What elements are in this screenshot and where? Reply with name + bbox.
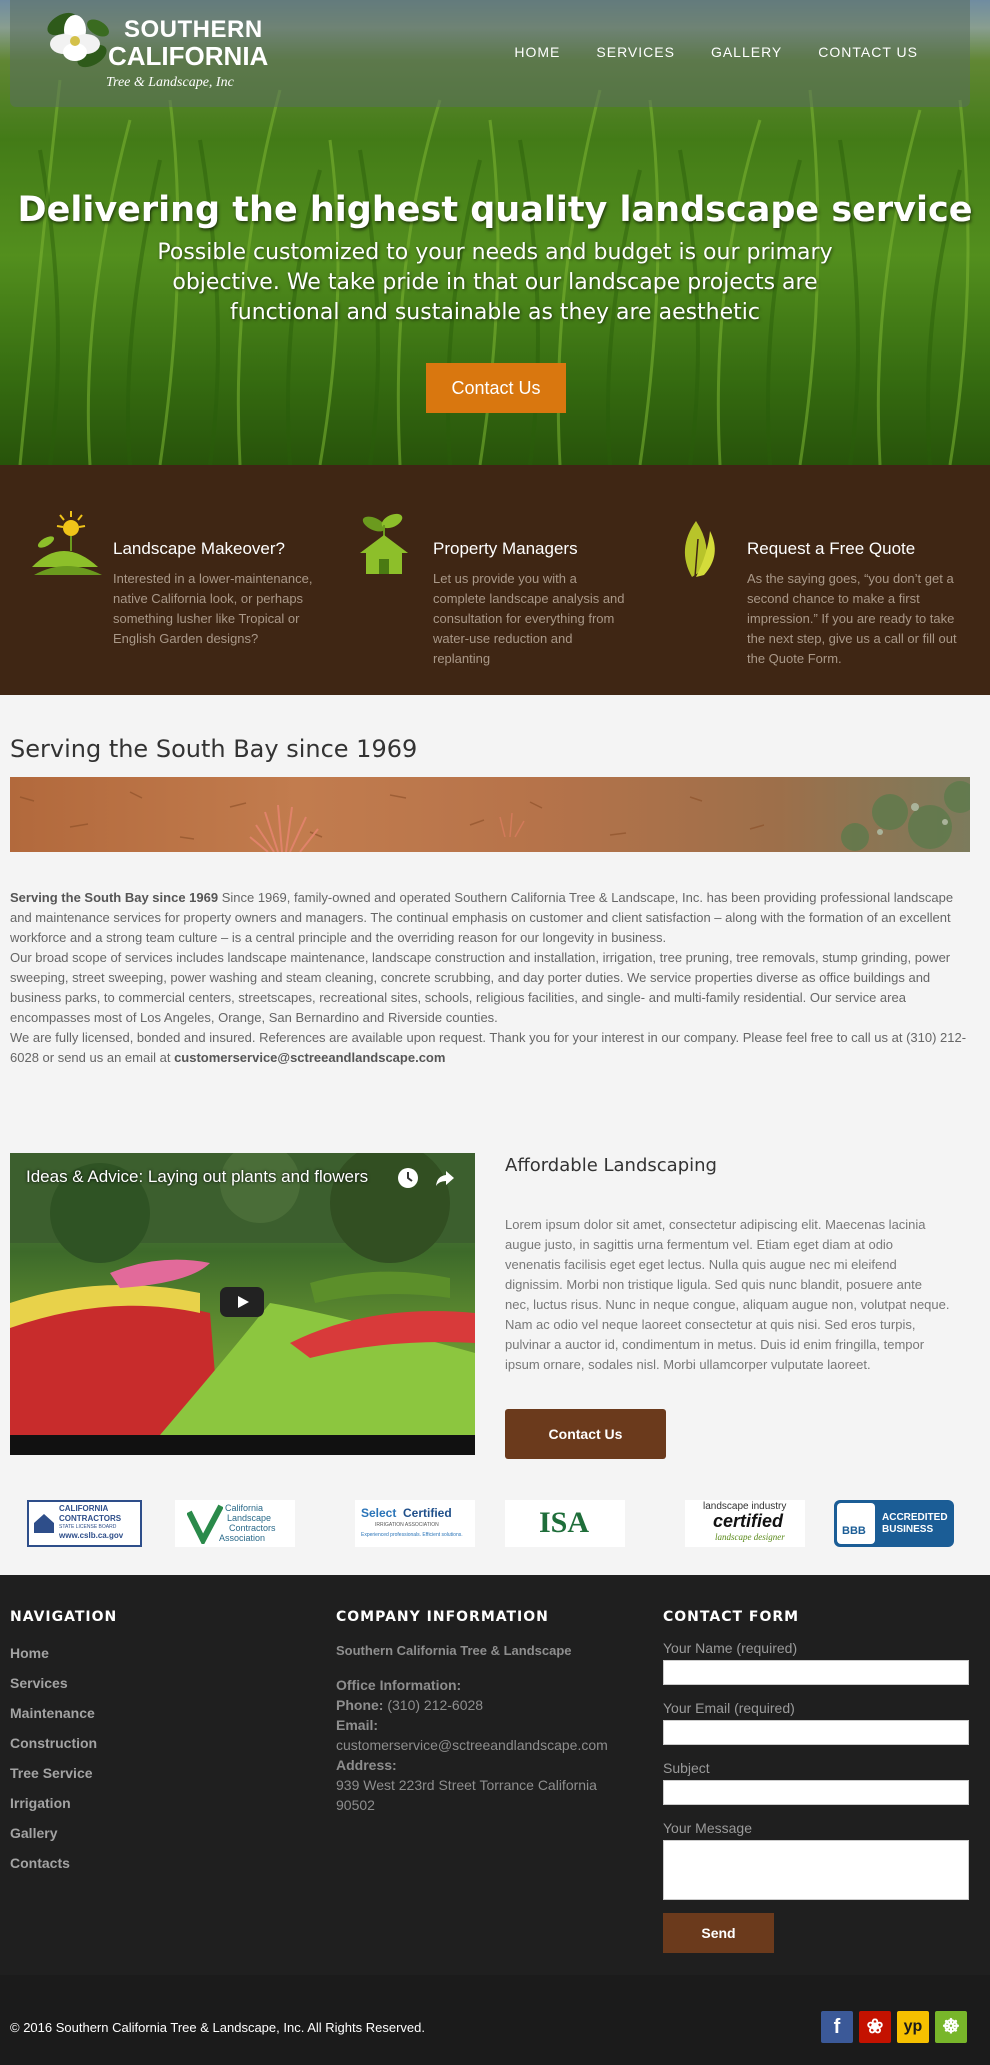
play-button[interactable] [220,1287,264,1317]
company-name: Southern California Tree & Landscape [336,1643,572,1658]
sun-hill-icon [28,509,108,579]
office-label: Office Information: [336,1677,462,1693]
features-section [0,465,990,695]
cslb-logo[interactable] [27,1500,142,1547]
footer-nav-item [10,1765,97,1795]
footer-nav-item [10,1795,97,1825]
email-field[interactable] [663,1720,969,1745]
logo-text-california: CALIFORNIA [108,41,269,71]
message-field[interactable] [663,1840,969,1900]
bbb-badge [837,1503,875,1544]
about-text [10,888,970,1068]
logo-text-southern: SOUTHERN [124,16,263,43]
footer-link-gallery[interactable]: Gallery [10,1825,58,1841]
select-certified-text-3: IRRIGATION ASSOCIATION [375,1522,439,1528]
hero-title: Delivering the highest quality landscape service [17,190,973,230]
footer-link-construction[interactable]: Construction [10,1735,98,1751]
footer-nav-item [10,1855,97,1885]
about-paragraph-1 [10,888,970,948]
address-label: Address: [336,1757,397,1773]
about-email-link[interactable]: customerservice@sctreeandlandscape.com [174,1050,446,1065]
contact-form [663,1640,969,1953]
lic-text-3: landscape designer [715,1532,785,1542]
about-p3-text: We are fully licensed, bonded and insured. References are available upon request. Thank you for your interest in our company. Please feel free to call us at (310) 212-6028 or send us an email at [10,1030,967,1065]
feature-title: Property Managers [433,539,578,558]
clca-text-4: Association [219,1533,266,1543]
clca-logo[interactable] [175,1500,295,1547]
footer-nav-item [10,1645,97,1675]
logo-tagline: Tree & Landscape, Inc [106,75,234,90]
message-label: Your Message [663,1820,752,1836]
about-lead: Serving the South Bay since 1969 [10,890,219,905]
bbb-text-2: BUSINESS [882,1524,934,1535]
select-certified-logo[interactable] [355,1500,475,1547]
video-player[interactable] [10,1153,475,1455]
feature-text: Interested in a lower-maintenance, native California look, or perhaps something lusher like Tropical or English Garden designs? [113,571,313,646]
footer-link-tree-service[interactable]: Tree Service [10,1765,93,1781]
footer-nav-list [10,1645,97,1885]
yellowpages-glyph: yp [903,2018,923,2035]
feature-text: As the saying goes, “you don’t get a second chance to make a first impression.” If you are ready to take the next step, give us a call or fill out the Quote Form. [747,571,957,666]
email-label: Email: [336,1717,379,1733]
nav-contact-us[interactable]: CONTACT US [818,44,918,60]
isa-text: ISA [539,1506,590,1539]
hero-contact-button[interactable]: Contact Us [426,363,566,413]
footer-nav-item [10,1705,97,1735]
facebook-icon[interactable] [821,2011,853,2043]
clca-text-1: California [225,1503,264,1513]
magnolia-icon [40,6,110,76]
footer-link-maintenance[interactable]: Maintenance [10,1705,95,1721]
copyright-text: © 2016 Southern California Tree & Landscape, Inc. All Rights Reserved. [10,2020,425,2035]
main-nav [514,44,918,60]
cslb-text-1: CALIFORNIA [59,1504,109,1513]
footer-link-irrigation[interactable]: Irrigation [10,1795,71,1811]
facebook-glyph: f [833,2016,841,2038]
header-bar [10,0,970,107]
email-value[interactable]: customerservice@sctreeandlandscape.com [336,1737,608,1753]
yelp-glyph: ❀ [866,2016,884,2038]
lic-text-1: landscape industry [703,1501,787,1512]
clca-text-3: Contractors [229,1523,276,1533]
footer-nav-item [10,1825,97,1855]
house-icon [32,1511,56,1535]
bbb-accredited-logo[interactable] [834,1500,954,1547]
about-p1-text: Since 1969, family-owned and operated Southern California Tree & Landscape, Inc. has been providing professional landscape and maintenance services for property owners and managers. The continual emphasis on customer and client satisfaction – along with the formation of an excellent workforce and a strong team culture – is a central principle and the overriding reason for our longevity in business. [10,890,954,945]
mulch-banner-image [10,777,970,852]
chat-icon[interactable] [935,2011,967,2043]
about-paragraph-2: Our broad scope of services includes landscape maintenance, landscape construction and installation, irrigation, tree pruning, tree removals, stump grinding, power sweeping, street sweeping, power washing and steam cleaning, concrete scrubbing, and day porter duties. We service properties diverse as office buildings and business parks, to commercial centers, streetscapes, recreational sites, schools, religious facilities, and single- and multi-family residential. Our service area encompasses most of Los Angeles, Orange, San Bernardino and Riverside counties. [10,950,951,1025]
hero-subtitle: Possible customized to your needs and budget is our primary objective. We take pride in that our landscape projects are functional and sustainable as they are aesthetic [157,240,833,325]
leaf-icon [662,509,742,579]
name-label: Your Name (required) [663,1640,798,1656]
subject-label: Subject [663,1760,710,1776]
about-title: Serving the South Bay since 1969 [10,735,418,763]
isa-logo[interactable] [505,1500,625,1547]
footer-link-home[interactable]: Home [10,1645,49,1661]
select-certified-text-1: Select [361,1506,397,1520]
email-label: Your Email (required) [663,1700,795,1716]
hero-section [0,0,990,465]
chat-glyph: ☸ [942,2016,960,2038]
feature-text: Let us provide you with a complete landscape analysis and consultation for everything from water-use reduction and replanting [433,571,625,666]
company-info [336,1641,636,1815]
cslb-text-2: CONTRACTORS [59,1514,122,1523]
feature-title: Landscape Makeover? [113,539,286,558]
yelp-icon[interactable] [859,2011,891,2043]
phone-value: (310) 212-6028 [383,1697,484,1713]
copyright-bar [0,1975,990,2065]
footer [0,1575,990,1975]
clca-check-icon [187,1504,223,1544]
cslb-text-3: STATE LICENSE BOARD [59,1524,117,1530]
footer-link-contacts[interactable]: Contacts [10,1855,70,1871]
landscape-industry-certified-logo[interactable] [685,1500,805,1547]
about-paragraph-3 [10,1028,970,1068]
send-button[interactable]: Send [663,1913,774,1953]
nav-gallery[interactable]: GALLERY [710,44,783,60]
nav-home[interactable]: HOME [514,44,561,60]
footer-nav-item [10,1675,97,1705]
address-value: 939 West 223rd Street Torrance California 90502 [336,1777,597,1813]
watch-later-icon[interactable] [397,1167,419,1189]
site-logo[interactable] [40,6,269,94]
nav-services[interactable]: SERVICES [596,44,675,60]
select-certified-text-2: Certified [403,1506,452,1520]
video-title: Ideas & Advice: Laying out plants and flowers [26,1167,369,1186]
footer-nav-title: NAVIGATION [10,1609,118,1625]
name-field[interactable] [663,1660,969,1685]
affordable-contact-button[interactable]: Contact Us [505,1409,666,1459]
clca-text-2: Landscape [227,1513,272,1523]
phone-line [336,1695,636,1715]
subject-field[interactable] [663,1780,969,1805]
lic-text-2: certified [713,1511,784,1531]
cslb-url: www.cslb.ca.gov [59,1531,124,1540]
footer-link-services[interactable]: Services [10,1675,68,1691]
phone-label: Phone: [336,1697,384,1713]
house-leaf-icon [348,509,428,579]
bbb-text-1: ACCREDITED [882,1512,948,1523]
bbb-text-3: BBB [842,1525,866,1537]
footer-nav-item [10,1735,97,1765]
feature-title: Request a Free Quote [747,539,916,558]
share-icon[interactable] [434,1167,456,1189]
footer-company-title: COMPANY INFORMATION [336,1609,549,1625]
yellowpages-icon[interactable] [897,2011,929,2043]
affordable-text: Lorem ipsum dolor sit amet, consectetur adipiscing elit. Maecenas lacinia augue justo, in sagittis urna fermentum vel. Etiam eget diam at odio venenatis facilisis eget eget lectus. Nulla quis augue nec mi eleifend dignissim. Morbi non tristique ligula. Sed quis nunc blandit, posuere ante nec, luctus risus. Nunc in neque congue, aliquam augue non, volutpat neque. Nam ac odio vel neque laoreet consectetur at quis nisi. Sed eros turpis, pulvinar a auctor id, condimentum in metus. Duis id enim fringilla, tempor ipsum ornare, sodales nisl. Morbi ullamcorper vulputate laoreet. [505,1217,950,1372]
select-certified-text-4: Experienced professionals. Efficient solutions. [361,1532,463,1538]
affordable-title: Affordable Landscaping [505,1155,717,1176]
footer-contact-title: CONTACT FORM [663,1609,800,1625]
